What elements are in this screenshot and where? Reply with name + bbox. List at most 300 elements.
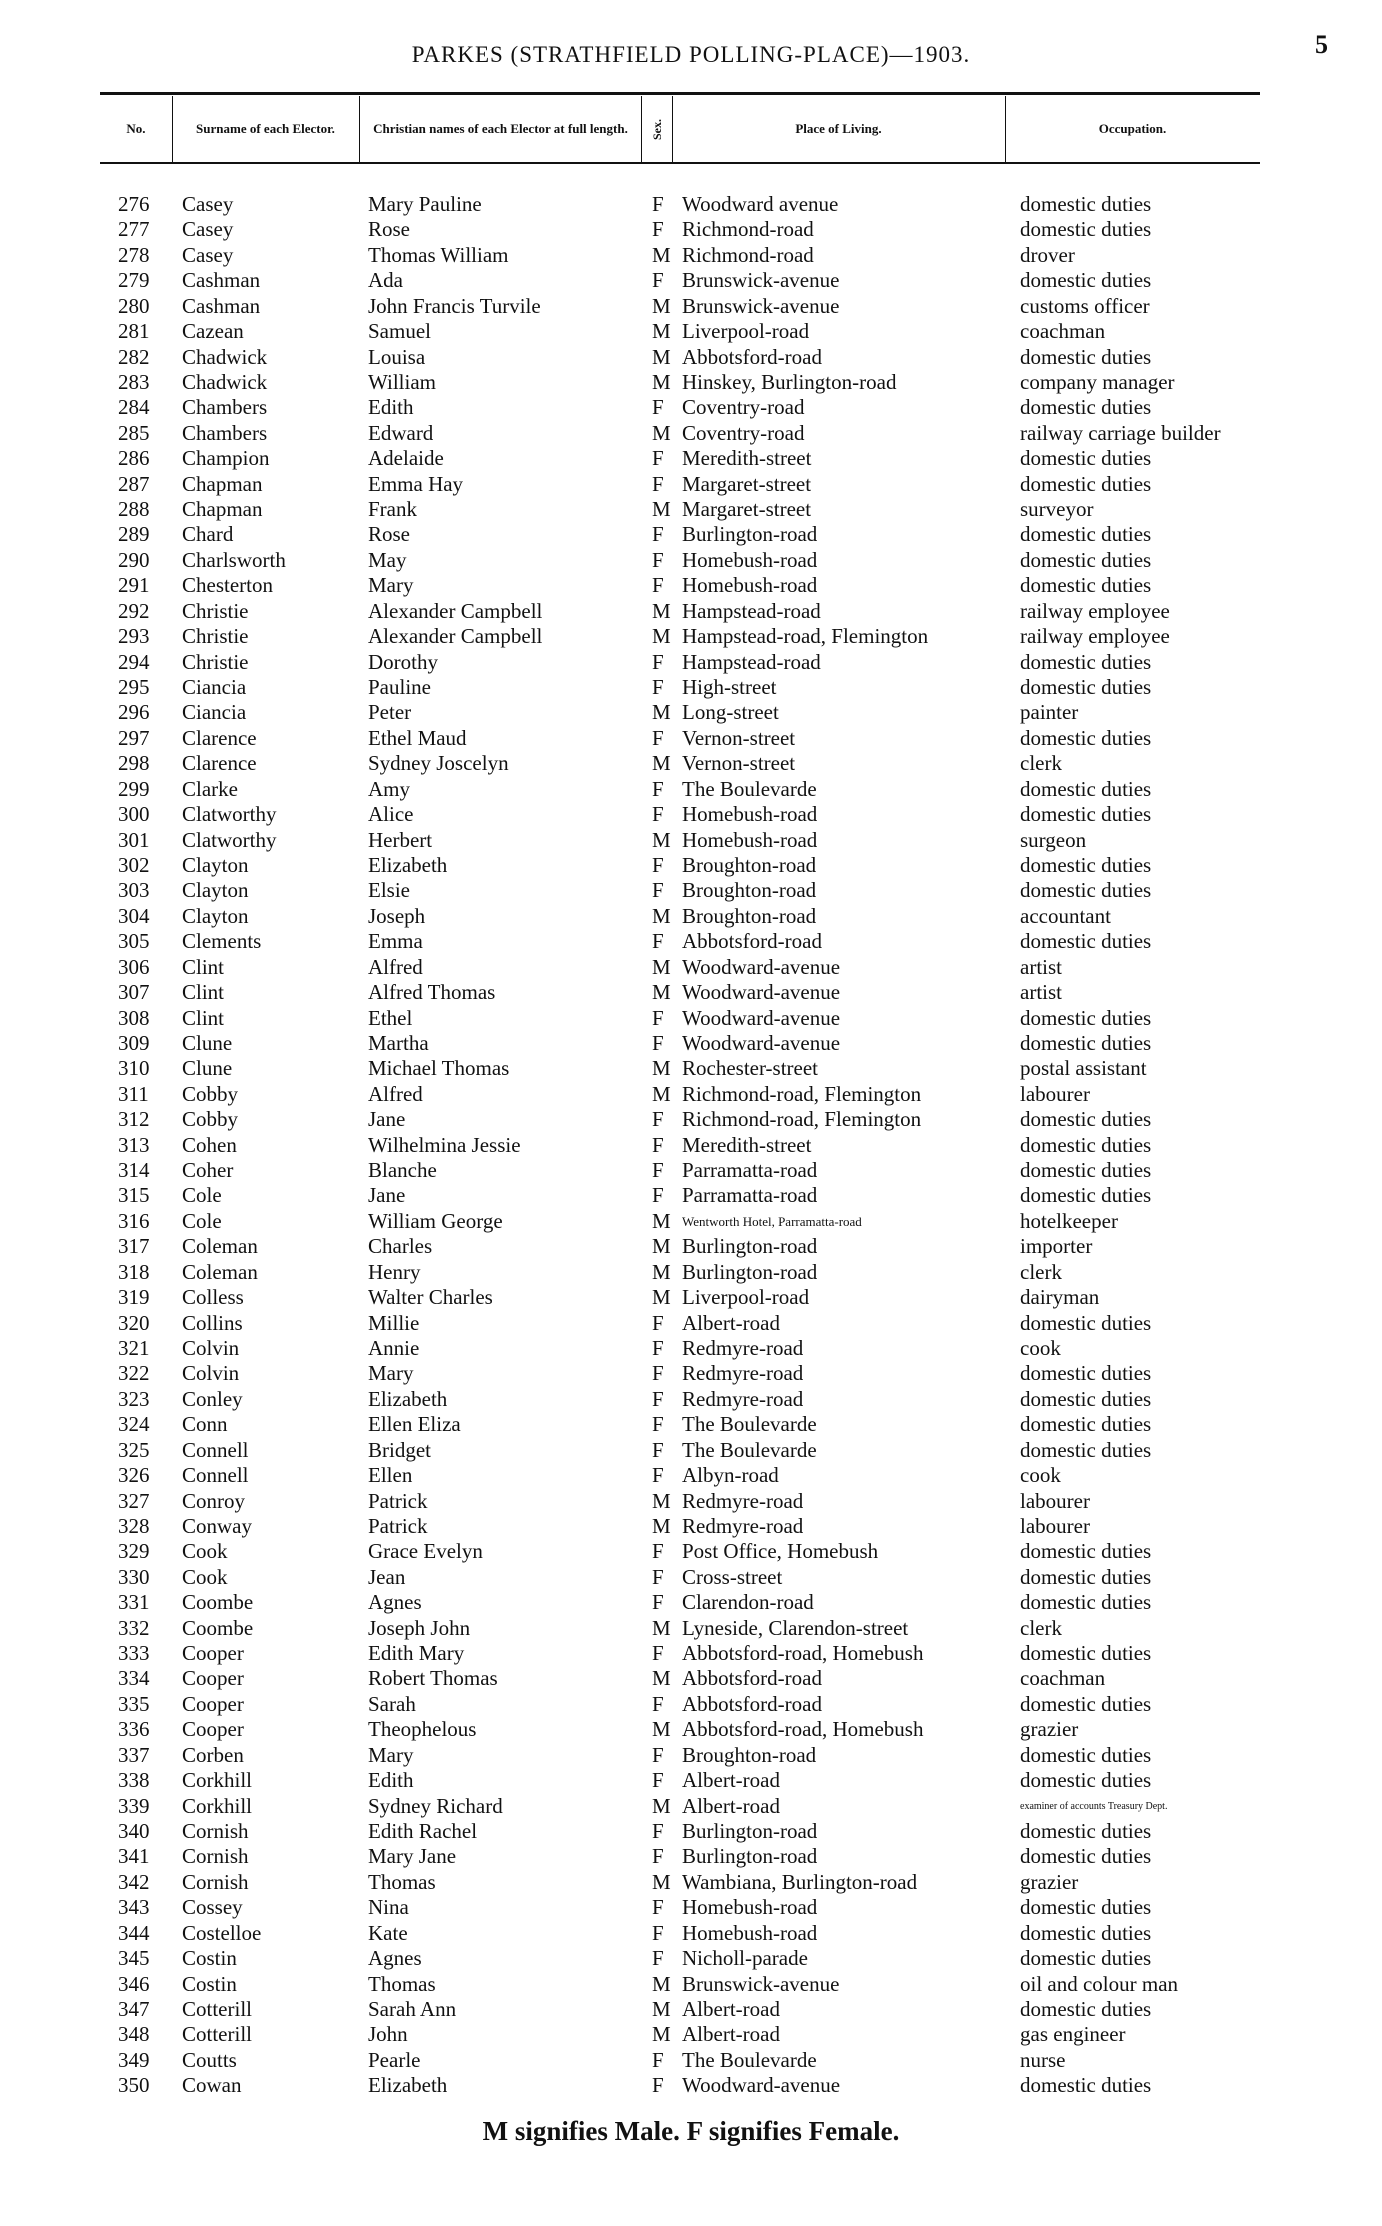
table-row — [0, 1285, 1382, 1310]
elector-occupation: grazier — [1020, 1717, 1079, 1742]
elector-place-of-living: Abbotsford-road, Homebush — [682, 1641, 924, 1666]
elector-surname: Clarke — [182, 776, 238, 801]
elector-number: 305 — [118, 929, 150, 954]
elector-number: 307 — [118, 980, 150, 1005]
elector-christian-names: Charles — [368, 1234, 433, 1259]
elector-place-of-living: Abbotsford-road, Homebush — [682, 1717, 924, 1742]
elector-number: 325 — [118, 1437, 150, 1462]
elector-place-of-living: Albert-road — [682, 2022, 780, 2047]
elector-christian-names: Elsie — [368, 878, 410, 903]
elector-place-of-living: Broughton-road — [682, 878, 817, 903]
elector-christian-names: Emma — [368, 929, 423, 954]
elector-christian-names: Robert Thomas — [368, 1666, 498, 1691]
elector-sex: F — [652, 217, 664, 242]
elector-sex: M — [652, 1513, 671, 1538]
elector-place-of-living: Burlington-road — [682, 522, 818, 547]
elector-christian-names: Ellen Eliza — [368, 1412, 461, 1437]
elector-number: 313 — [118, 1132, 150, 1157]
elector-surname: Connell — [182, 1437, 249, 1462]
elector-surname: Champion — [182, 446, 270, 471]
elector-christian-names: Kate — [368, 1920, 408, 1945]
elector-sex: F — [652, 1742, 664, 1767]
elector-occupation: domestic duties — [1020, 471, 1152, 496]
elector-surname: Costelloe — [182, 1920, 262, 1945]
elector-number: 333 — [118, 1641, 150, 1666]
elector-number: 284 — [118, 395, 150, 420]
elector-surname: Connell — [182, 1463, 249, 1488]
elector-sex: F — [652, 649, 664, 674]
elector-surname: Cotterill — [182, 2022, 252, 2047]
elector-occupation: clerk — [1020, 751, 1062, 776]
elector-sex: F — [652, 1819, 664, 1843]
elector-surname: Cooper — [182, 1666, 244, 1691]
elector-surname: Conroy — [182, 1488, 245, 1513]
elector-occupation: domestic duties — [1020, 2073, 1152, 2098]
elector-place-of-living: Albert-road — [682, 1996, 780, 2021]
elector-occupation: postal assistant — [1020, 1056, 1147, 1081]
elector-sex: F — [652, 1768, 664, 1793]
elector-number: 298 — [118, 751, 150, 776]
table-row — [0, 1539, 1382, 1564]
elector-number: 311 — [118, 1081, 149, 1106]
elector-christian-names: Mary Jane — [368, 1844, 457, 1869]
elector-number: 289 — [118, 522, 150, 547]
elector-christian-names: Wilhelmina Jessie — [368, 1132, 521, 1157]
elector-christian-names: Jane — [368, 1107, 406, 1132]
elector-christian-names: Edith — [368, 395, 414, 420]
elector-place-of-living: Long-street — [682, 700, 779, 725]
elector-number: 329 — [118, 1539, 150, 1564]
elector-christian-names: May — [368, 547, 407, 572]
elector-christian-names: John Francis Turvile — [368, 293, 541, 318]
elector-sex: F — [652, 852, 664, 877]
header-no: No. — [100, 96, 173, 162]
elector-surname: Cashman — [182, 268, 261, 293]
elector-christian-names: Alfred Thomas — [368, 980, 496, 1005]
elector-number: 317 — [118, 1234, 150, 1259]
elector-surname: Clarence — [182, 751, 257, 776]
elector-christian-names: Nina — [368, 1895, 409, 1920]
elector-christian-names: Ada — [368, 268, 403, 293]
elector-surname: Cowan — [182, 2073, 242, 2098]
elector-surname: Colvin — [182, 1335, 240, 1360]
elector-place-of-living: Woodward-avenue — [682, 2073, 841, 2098]
elector-christian-names: Ethel Maud — [368, 725, 467, 750]
elector-surname: Cornish — [182, 1819, 249, 1843]
elector-number: 303 — [118, 878, 150, 903]
table-row — [0, 1641, 1382, 1666]
table-row — [0, 2048, 1382, 2073]
elector-place-of-living: Woodward-avenue — [682, 1030, 841, 1055]
elector-place-of-living: Margaret-street — [682, 471, 812, 496]
elector-sex: F — [652, 1844, 664, 1869]
elector-sex: F — [652, 395, 664, 420]
elector-number: 326 — [118, 1463, 150, 1488]
table-row — [0, 2022, 1382, 2047]
elector-surname: Clayton — [182, 852, 249, 877]
table-row — [0, 2073, 1382, 2098]
elector-surname: Coombe — [182, 1615, 254, 1640]
elector-occupation: domestic duties — [1020, 268, 1152, 293]
elector-number: 280 — [118, 293, 150, 318]
table-row — [0, 1234, 1382, 1259]
elector-place-of-living: Hampstead-road — [682, 598, 821, 623]
table-row — [0, 1514, 1382, 1539]
elector-surname: Clarence — [182, 725, 257, 750]
elector-occupation: artist — [1020, 954, 1062, 979]
elector-place-of-living: Broughton-road — [682, 852, 817, 877]
elector-surname: Cole — [182, 1183, 222, 1208]
elector-sex: F — [652, 1920, 664, 1945]
elector-occupation: domestic duties — [1020, 802, 1152, 827]
elector-sex: M — [652, 954, 671, 979]
elector-number: 322 — [118, 1361, 150, 1386]
elector-number: 331 — [118, 1590, 150, 1615]
elector-christian-names: Michael Thomas — [368, 1056, 510, 1081]
page-title: PARKES (STRATHFIELD POLLING-PLACE)—1903. — [411, 42, 971, 67]
elector-occupation: railway carriage builder — [1020, 420, 1221, 445]
table-row — [0, 446, 1382, 471]
elector-surname: Clune — [182, 1030, 233, 1055]
elector-sex: F — [652, 192, 664, 216]
elector-surname: Chapman — [182, 471, 263, 496]
elector-surname: Cobby — [182, 1107, 239, 1132]
elector-place-of-living: Burlington-road — [682, 1234, 818, 1259]
elector-christian-names: Jean — [368, 1564, 406, 1589]
table-row — [0, 904, 1382, 929]
table-row — [0, 1794, 1382, 1819]
table-row — [0, 700, 1382, 725]
elector-sex: M — [652, 624, 671, 649]
elector-sex: M — [652, 1056, 671, 1081]
elector-surname: Cashman — [182, 293, 261, 318]
elector-occupation: importer — [1020, 1234, 1093, 1259]
elector-christian-names: Thomas — [368, 1869, 436, 1894]
elector-number: 344 — [118, 1920, 150, 1945]
elector-sex: M — [652, 1971, 671, 1996]
table-row — [0, 1895, 1382, 1920]
elector-christian-names: Sarah Ann — [368, 1996, 457, 2021]
elector-occupation: surgeon — [1020, 827, 1087, 852]
elector-surname: Cohen — [182, 1132, 237, 1157]
table-row — [0, 1209, 1382, 1234]
elector-sex: F — [652, 1412, 664, 1437]
elector-surname: Cooper — [182, 1717, 244, 1742]
elector-occupation: gas engineer — [1020, 2022, 1126, 2047]
elector-surname: Chapman — [182, 497, 263, 522]
elector-occupation: clerk — [1020, 1259, 1062, 1284]
elector-sex: F — [652, 1437, 664, 1462]
elector-surname: Cornish — [182, 1869, 249, 1894]
elector-christian-names: Rose — [368, 217, 410, 242]
elector-number: 278 — [118, 242, 150, 267]
elector-place-of-living: Abbotsford-road — [682, 344, 822, 369]
elector-place-of-living: Rochester-street — [682, 1056, 819, 1081]
elector-sex: M — [652, 1208, 671, 1233]
elector-number: 277 — [118, 217, 150, 242]
table-row — [0, 751, 1382, 776]
elector-surname: Corkhill — [182, 1793, 253, 1818]
elector-sex: M — [652, 344, 671, 369]
elector-place-of-living: Richmond-road — [682, 217, 814, 242]
elector-surname: Cobby — [182, 1081, 239, 1106]
table-row — [0, 548, 1382, 573]
elector-christian-names: Blanche — [368, 1158, 437, 1183]
elector-number: 282 — [118, 344, 150, 369]
elector-sex: F — [652, 522, 664, 547]
elector-occupation: domestic duties — [1020, 1920, 1152, 1945]
elector-place-of-living: Albyn-road — [682, 1463, 779, 1488]
elector-surname: Charlsworth — [182, 547, 286, 572]
elector-number: 308 — [118, 1005, 150, 1030]
elector-occupation: domestic duties — [1020, 929, 1152, 954]
elector-christian-names: Alexander Campbell — [368, 598, 543, 623]
elector-occupation: domestic duties — [1020, 1386, 1152, 1411]
table-row — [0, 1590, 1382, 1615]
table-row — [0, 217, 1382, 242]
elector-place-of-living: Post Office, Homebush — [682, 1539, 879, 1564]
elector-occupation: labourer — [1020, 1513, 1090, 1538]
elector-christian-names: Edith Mary — [368, 1641, 465, 1666]
elector-christian-names: Sydney Richard — [368, 1793, 503, 1818]
elector-place-of-living: The Boulevarde — [682, 776, 817, 801]
elector-occupation: labourer — [1020, 1081, 1090, 1106]
elector-surname: Cole — [182, 1208, 222, 1233]
elector-place-of-living: Redmyre-road — [682, 1335, 804, 1360]
elector-sex: M — [652, 980, 671, 1005]
elector-christian-names: Martha — [368, 1030, 429, 1055]
elector-number: 288 — [118, 497, 150, 522]
elector-occupation: domestic duties — [1020, 446, 1152, 471]
elector-occupation: labourer — [1020, 1488, 1090, 1513]
table-row — [0, 319, 1382, 344]
elector-number: 290 — [118, 547, 150, 572]
table-row — [0, 1158, 1382, 1183]
elector-surname: Casey — [182, 217, 234, 242]
elector-surname: Chard — [182, 522, 234, 547]
elector-number: 341 — [118, 1844, 150, 1869]
elector-sex: F — [652, 1310, 664, 1335]
table-row — [0, 1311, 1382, 1336]
elector-sex: F — [652, 573, 664, 598]
elector-occupation: domestic duties — [1020, 1641, 1152, 1666]
elector-number: 339 — [118, 1793, 150, 1818]
elector-occupation: domestic duties — [1020, 878, 1152, 903]
elector-christian-names: Bridget — [368, 1437, 431, 1462]
elector-number: 287 — [118, 471, 150, 496]
elector-occupation: dairyman — [1020, 1285, 1100, 1310]
elector-number: 304 — [118, 903, 150, 928]
elector-place-of-living: Liverpool-road — [682, 1285, 810, 1310]
elector-sex: M — [652, 827, 671, 852]
elector-place-of-living: Homebush-road — [682, 547, 818, 572]
elector-occupation: domestic duties — [1020, 547, 1152, 572]
elector-christian-names: Edith — [368, 1768, 414, 1793]
elector-christian-names: Mary Pauline — [368, 192, 482, 216]
table-row — [0, 853, 1382, 878]
elector-christian-names: John — [368, 2022, 408, 2047]
elector-occupation: coachman — [1020, 319, 1106, 344]
elector-place-of-living: Clarendon-road — [682, 1590, 814, 1615]
elector-sex: F — [652, 1386, 664, 1411]
elector-occupation: domestic duties — [1020, 675, 1152, 700]
elector-christian-names: Pauline — [368, 675, 431, 700]
elector-sex: F — [652, 1691, 664, 1716]
elector-place-of-living: Vernon-street — [682, 751, 796, 776]
elector-place-of-living: Redmyre-road — [682, 1361, 804, 1386]
elector-occupation: hotelkeeper — [1020, 1208, 1118, 1233]
elector-christian-names: Millie — [368, 1310, 420, 1335]
elector-surname: Conley — [182, 1386, 243, 1411]
elector-sex: F — [652, 547, 664, 572]
table-row — [0, 1921, 1382, 1946]
elector-surname: Cornish — [182, 1844, 249, 1869]
table-row — [0, 1666, 1382, 1691]
elector-surname: Ciancia — [182, 675, 247, 700]
elector-place-of-living: Richmond-road — [682, 242, 814, 267]
table-row — [0, 1361, 1382, 1386]
elector-christian-names: Thomas — [368, 1971, 436, 1996]
table-row — [0, 1819, 1382, 1844]
elector-sex: M — [652, 903, 671, 928]
elector-christian-names: Patrick — [368, 1488, 428, 1513]
elector-place-of-living: Albert-road — [682, 1310, 780, 1335]
elector-christian-names: Mary — [368, 1361, 414, 1386]
elector-number: 294 — [118, 649, 150, 674]
elector-place-of-living: Burlington-road — [682, 1259, 818, 1284]
elector-number: 336 — [118, 1717, 150, 1742]
elector-surname: Clayton — [182, 878, 249, 903]
elector-sex: M — [652, 1717, 671, 1742]
elector-number: 283 — [118, 369, 150, 394]
header-sex-cell — [642, 96, 673, 162]
table-row — [0, 192, 1382, 217]
elector-occupation: domestic duties — [1020, 1564, 1152, 1589]
elector-sex: F — [652, 1564, 664, 1589]
table-row — [0, 650, 1382, 675]
elector-surname: Corkhill — [182, 1768, 253, 1793]
elector-number: 320 — [118, 1310, 150, 1335]
elector-number: 347 — [118, 1996, 150, 2021]
elector-surname: Chadwick — [182, 344, 268, 369]
elector-sex: F — [652, 776, 664, 801]
elector-number: 299 — [118, 776, 150, 801]
elector-surname: Coleman — [182, 1234, 258, 1259]
elector-occupation: domestic duties — [1020, 1158, 1152, 1183]
elector-place-of-living: Homebush-road — [682, 573, 818, 598]
elector-sex: F — [652, 1158, 664, 1183]
table-row — [0, 472, 1382, 497]
elector-place-of-living: Burlington-road — [682, 1819, 818, 1843]
elector-number: 295 — [118, 675, 150, 700]
elector-place-of-living: Brunswick-avenue — [682, 293, 840, 318]
elector-number: 316 — [118, 1208, 150, 1233]
elector-number: 285 — [118, 420, 150, 445]
elector-place-of-living: Coventry-road — [682, 420, 805, 445]
elector-surname: Casey — [182, 192, 234, 216]
elector-surname: Chesterton — [182, 573, 273, 598]
elector-place-of-living: Wentworth Hotel, Parramatta-road — [682, 1213, 862, 1229]
elector-sex: M — [652, 1488, 671, 1513]
elector-sex: M — [652, 497, 671, 522]
elector-place-of-living: Brunswick-avenue — [682, 1971, 840, 1996]
elector-number: 337 — [118, 1742, 150, 1767]
elector-place-of-living: Redmyre-road — [682, 1488, 804, 1513]
elector-sex: F — [652, 1107, 664, 1132]
elector-occupation: nurse — [1020, 2047, 1066, 2072]
table-row — [0, 1183, 1382, 1208]
elector-christian-names: William — [368, 369, 436, 394]
elector-christian-names: Henry — [368, 1259, 421, 1284]
table-row — [0, 1768, 1382, 1793]
elector-number: 324 — [118, 1412, 150, 1437]
elector-sex: F — [652, 1361, 664, 1386]
elector-surname: Cook — [182, 1539, 228, 1564]
table-row — [0, 497, 1382, 522]
elector-place-of-living: Burlington-road — [682, 1844, 818, 1869]
elector-place-of-living: Woodward-avenue — [682, 954, 841, 979]
elector-christian-names: Louisa — [368, 344, 426, 369]
table-row — [0, 1489, 1382, 1514]
elector-christian-names: Agnes — [368, 1590, 422, 1615]
table-row — [0, 599, 1382, 624]
elector-occupation: domestic duties — [1020, 1005, 1152, 1030]
elector-surname: Costin — [182, 1971, 237, 1996]
elector-place-of-living: Homebush-road — [682, 1895, 818, 1920]
elector-place-of-living: Vernon-street — [682, 725, 796, 750]
elector-occupation: domestic duties — [1020, 1183, 1152, 1208]
table-row — [0, 1870, 1382, 1895]
elector-sex: F — [652, 471, 664, 496]
elector-occupation: domestic duties — [1020, 344, 1152, 369]
elector-surname: Chambers — [182, 420, 268, 445]
elector-occupation: railway employee — [1020, 598, 1170, 623]
elector-sex: M — [652, 293, 671, 318]
elector-place-of-living: Redmyre-road — [682, 1513, 804, 1538]
elector-place-of-living: Lyneside, Clarendon-street — [682, 1615, 909, 1640]
elector-place-of-living: Woodward-avenue — [682, 1005, 841, 1030]
header-surname: Surname of each Elector. — [172, 96, 360, 162]
table-row — [0, 1717, 1382, 1742]
elector-number: 340 — [118, 1819, 150, 1843]
elector-place-of-living: Nicholl-parade — [682, 1946, 808, 1971]
elector-christian-names: Joseph John — [368, 1615, 471, 1640]
elector-christian-names: Mary — [368, 573, 414, 598]
elector-place-of-living: Abbotsford-road — [682, 1691, 822, 1716]
table-row — [0, 1260, 1382, 1285]
elector-surname: Chadwick — [182, 369, 268, 394]
page-number: 5 — [1315, 30, 1328, 59]
elector-sex: F — [652, 2073, 664, 2098]
elector-number: 291 — [118, 573, 150, 598]
elector-occupation: customs officer — [1020, 293, 1150, 318]
elector-surname: Colvin — [182, 1361, 240, 1386]
elector-sex: M — [652, 1869, 671, 1894]
elector-christian-names: Theophelous — [368, 1717, 477, 1742]
elector-occupation: domestic duties — [1020, 1895, 1152, 1920]
elector-occupation: domestic duties — [1020, 776, 1152, 801]
elector-sex: M — [652, 1996, 671, 2021]
table-row — [0, 1565, 1382, 1590]
elector-surname: Cooper — [182, 1641, 244, 1666]
elector-sex: M — [652, 1081, 671, 1106]
elector-occupation: domestic duties — [1020, 1946, 1152, 1971]
elector-surname: Cossey — [182, 1895, 243, 1920]
elector-sex: F — [652, 929, 664, 954]
elector-occupation: clerk — [1020, 1615, 1062, 1640]
elector-occupation: domestic duties — [1020, 1539, 1152, 1564]
elector-occupation: coachman — [1020, 1666, 1106, 1691]
